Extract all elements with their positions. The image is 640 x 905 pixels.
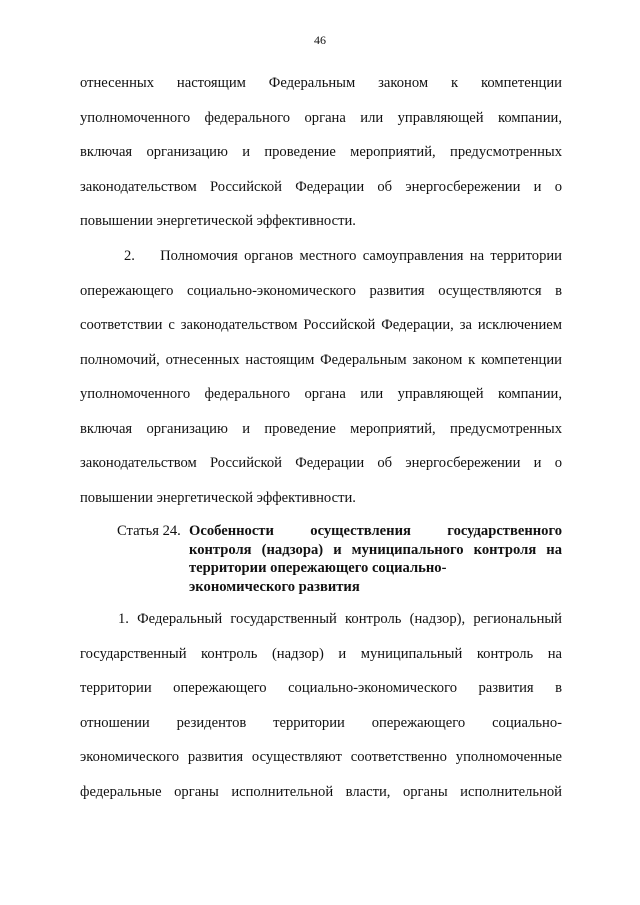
paragraph-line: отношении резидентов территории опережающего социально- [80, 714, 562, 731]
paragraph-2 [80, 239, 562, 515]
paragraph-line: включая организацию и проведение мероприятий, предусмотренных [80, 420, 562, 437]
paragraph-continued [80, 66, 562, 239]
paragraph-line: повышении энергетической эффективности. [80, 213, 356, 229]
paragraph-line: государственный контроль (надзор) и муниципальный контроль на [80, 645, 562, 662]
paragraph-line: экономического развития осуществляют соответственно уполномоченные [80, 749, 562, 765]
paragraph-line: отнесенных настоящим Федеральным законом к компетенции [80, 75, 562, 91]
article-title [189, 522, 562, 596]
paragraph-line: законодательством Российской Федерации об энергосбережении и о [80, 178, 562, 195]
paragraph-line: уполномоченного федерального органа или управляющей компании, [80, 109, 562, 126]
paragraph-line: законодательством Российской Федерации об энергосбережении и о [80, 455, 562, 471]
paragraph-line: включая организацию и проведение мероприятий, предусмотренных [80, 144, 562, 160]
paragraph-art24-1 [80, 602, 562, 809]
article-title-line: территории опережающего социально- [189, 560, 447, 576]
article-title-line: контроля (надзора) и муниципального контроля на [189, 541, 562, 558]
article-title-line: экономического развития [189, 578, 360, 595]
paragraph-line: уполномоченного федерального органа или управляющей компании, [80, 386, 562, 402]
paragraph-line: повышении энергетической эффективности. [80, 489, 356, 506]
paragraph-line: 1. Федеральный государственный контроль (надзор), региональный [118, 611, 562, 627]
paragraph-line: соответствии с законодательством Российской Федерации, за исключением [80, 317, 562, 333]
paragraph-line: федеральные органы исполнительной власти, органы исполнительной [80, 783, 562, 800]
paragraph-line: опережающего социально-экономического развития осуществляются в [80, 282, 562, 299]
paragraph-line: территории опережающего социально-экономического развития в [80, 680, 562, 696]
page-number: 46 [314, 33, 326, 47]
article-label: Статья 24. [117, 523, 181, 539]
paragraph-line: 2. Полномочия органов местного самоуправления на территории [124, 248, 562, 264]
article-title-line: Особенности осуществления государственного [189, 523, 562, 539]
paragraph-line: полномочий, отнесенных настоящим Федеральным законом к компетенции [80, 351, 562, 368]
